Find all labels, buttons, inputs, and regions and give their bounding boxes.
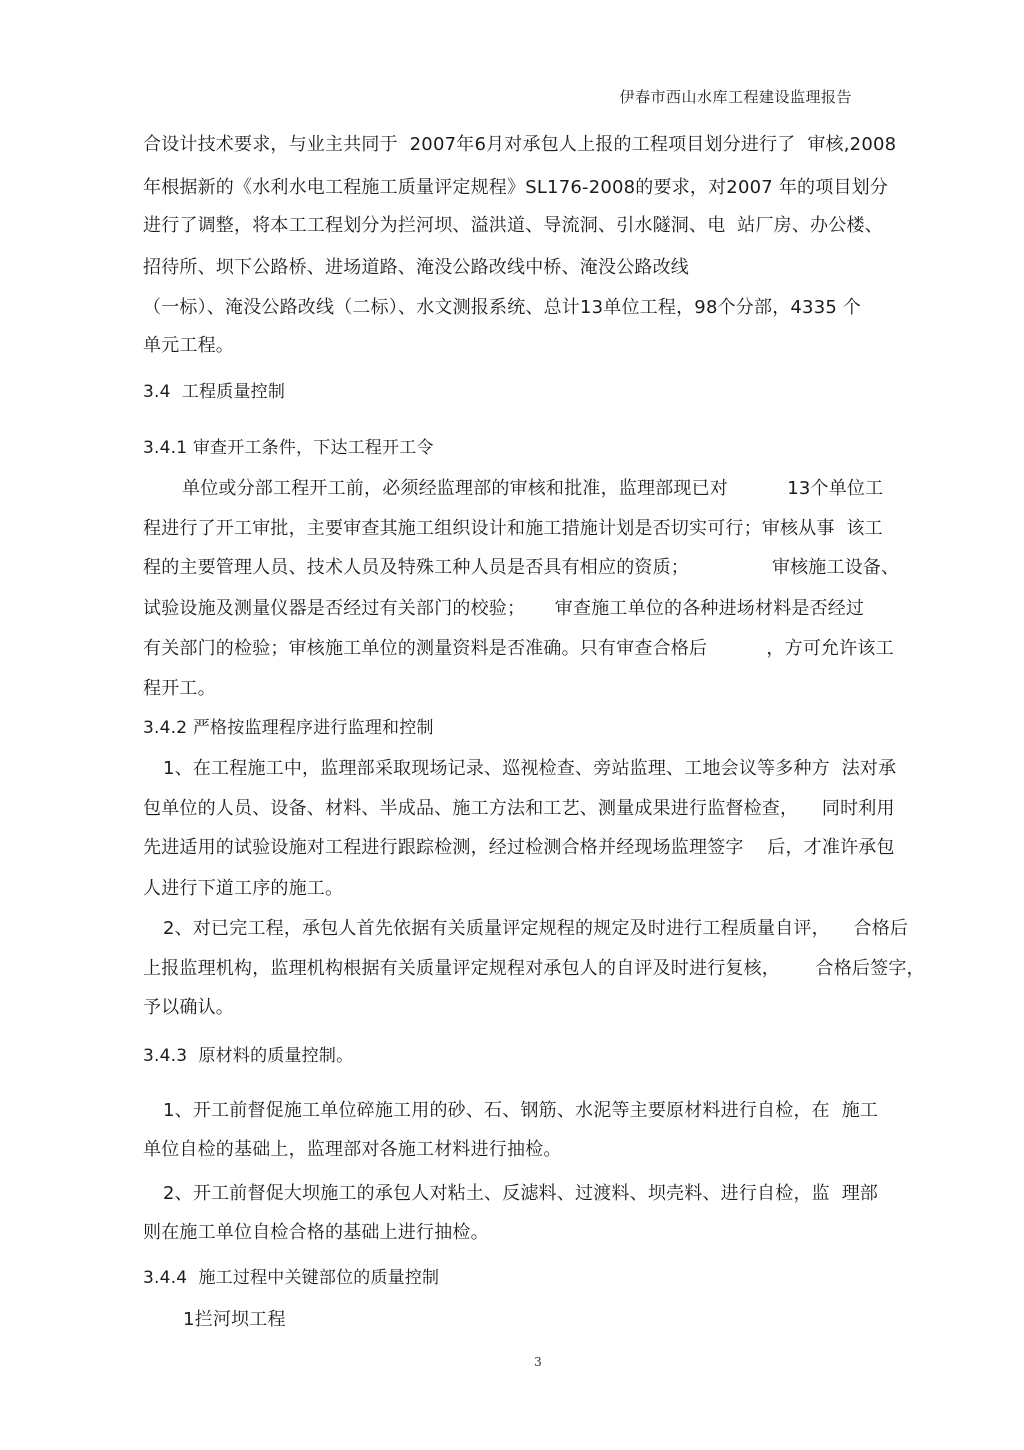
subsection-heading: 3.4.2 严格按监理程序进行监理和控制 xyxy=(143,718,434,738)
body-line: 招待所、坝下公路桥、进场道路、淹没公路改线中桥、淹没公路改线 xyxy=(143,257,689,278)
item-heading: 1拦河坝工程 xyxy=(183,1309,286,1330)
body-line: 2、对已完工程，承包人首先依据有关质量评定规程的规定及时进行工程质量自评， 合格后 xyxy=(163,918,909,939)
body-line: 合设计技术要求，与业主共同于 2007年6月对承包人上报的工程项目划分进行了 审核,2008 xyxy=(143,134,897,155)
body-line: 则在施工单位自检合格的基础上进行抽检。 xyxy=(143,1222,489,1243)
subsection-heading: 3.4.3 原材料的质量控制。 xyxy=(143,1046,354,1066)
body-line: 上报监理机构，监理机构根据有关质量评定规程对承包人的自评及时进行复核， 合格后签字， xyxy=(143,958,925,979)
body-line: 人进行下道工序的施工。 xyxy=(143,878,344,899)
body-line: 单元工程。 xyxy=(143,335,234,356)
body-line: 包单位的人员、设备、材料、半成品、施工方法和工艺、测量成果进行监督检查， 同时利用 xyxy=(143,798,895,819)
body-line: 单位自检的基础上，监理部对各施工材料进行抽检。 xyxy=(143,1139,562,1160)
body-line: 程开工。 xyxy=(143,678,216,699)
running-header: 伊春市西山水库工程建设监理报告 xyxy=(619,88,852,106)
body-line: 进行了调整，将本工工程划分为拦河坝、溢洪道、导流洞、引水隧洞、电 站厂房、办公楼、 xyxy=(143,215,883,236)
body-line: 年根据新的《水利水电工程施工质量评定规程》SL176-2008的要求，对2007 年的项目划分 xyxy=(143,177,889,198)
body-line: 先进适用的试验设施对工程进行跟踪检测，经过检测合格并经现场监理签字 后，才准许承包 xyxy=(143,837,895,858)
body-line: 程进行了开工审批，主要审查其施工组织设计和施工措施计划是否切实可行；审核从事 该工 xyxy=(143,518,883,539)
body-line: 试验设施及测量仪器是否经过有关部门的校验； 审查施工单位的各种进场材料是否经过 xyxy=(143,598,865,619)
body-line: 2、开工前督促大坝施工的承包人对粘土、反滤料、过渡料、坝壳料、进行自检，监 理部 xyxy=(163,1183,879,1204)
body-line: 有关部门的检验；审核施工单位的测量资料是否准确。只有审查合格后 ，方可允许该工 xyxy=(143,638,894,659)
body-line: 予以确认。 xyxy=(143,997,234,1018)
body-line: （一标）、淹没公路改线（二标）、水文测报系统、总计13单位工程，98个分部，4335 个 xyxy=(143,297,862,318)
body-line: 单位或分部工程开工前，必须经监理部的审核和批准，监理部现已对 13个单位工 xyxy=(182,478,884,499)
page-number: 3 xyxy=(534,1355,542,1369)
subsection-heading: 3.4.1 审查开工条件，下达工程开工令 xyxy=(143,438,434,458)
section-heading: 3.4 工程质量控制 xyxy=(143,382,286,402)
body-line: 1、在工程施工中，监理部采取现场记录、巡视检查、旁站监理、工地会议等多种方 法对承 xyxy=(163,758,897,779)
body-line: 1、开工前督促施工单位碎施工用的砂、石、钢筋、水泥等主要原材料进行自检，在 施工 xyxy=(163,1100,879,1121)
subsection-heading: 3.4.4 施工过程中关键部位的质量控制 xyxy=(143,1268,440,1288)
body-line: 程的主要管理人员、技术人员及特殊工种人员是否具有相应的资质； 审核施工设备、 xyxy=(143,557,900,578)
